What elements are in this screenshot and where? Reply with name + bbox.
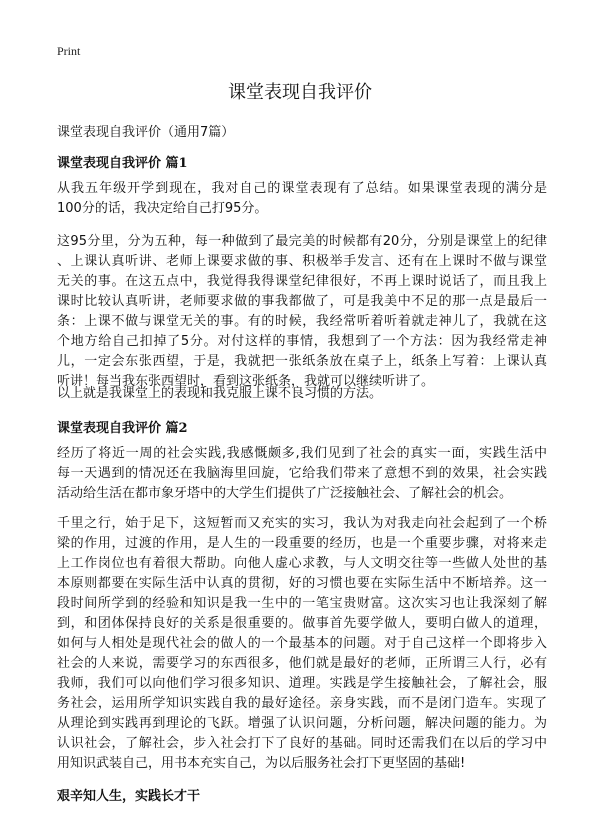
page-title: 课堂表现自我评价 [228, 82, 372, 103]
section-heading-1: 课堂表现自我评价 篇1 [57, 156, 188, 171]
section-heading-2: 课堂表现自我评价 篇2 [57, 421, 188, 436]
paragraph [57, 384, 547, 404]
paragraph [57, 179, 547, 219]
text-line: 这95分里，分为五种，每一种做到了最完美的时候都有20分，分别是课堂上的纪律 [57, 234, 547, 249]
text-line: 以上就是我课堂上的表现和我克服上课不良习惯的方法。 [57, 386, 383, 401]
section-heading-3: 艰辛知人生，实践长才干 [57, 789, 201, 804]
text-line: 千里之行，始于足下，这短暂而又充实的实习，我认为对我走向社会起到了一个桥 [57, 516, 547, 531]
text-line: 无关的事。在这五点中，我觉得我得课堂纪律很好，不再上课时说话了，而且我上 [57, 274, 547, 289]
print-link[interactable]: Print [57, 44, 81, 58]
text-line: 我师，我们可以向他们学习很多知识、道理。实践是学生接触社会，了解社会，服 [57, 676, 547, 691]
text-line: 听讲！每当我东张西望时，看到这张纸条，我就可以继续听讲了。 [57, 374, 435, 389]
text-line: 每一天遇到的情况还在我脑海里回旋，它给我们带来了意想不到的效果，社会实践 [57, 466, 547, 481]
text-line: 段时间所学到的经验和知识是我一生中的一笔宝贵财富。这次实习也让我深刻了解 [57, 596, 547, 611]
text-line: 如何与人相处是现代社会的做人的一个最基本的问题。对于自己这样一个即将步入 [57, 636, 547, 651]
text-line: 社会的人来说，需要学习的东西很多，他们就是最好的老师，正所谓三人行，必有 [57, 656, 547, 671]
text-line: 从我五年级开学到现在，我对自己的课堂表现有了总结。如果课堂表现的满分是 [57, 181, 547, 196]
text-line: 100分的话，我决定给自己打95分。 [57, 201, 268, 216]
text-line: 课时比较认真听讲，老师要求做的事我都做了，可是我美中不足的那一点是最后一 [57, 294, 547, 309]
text-line: 务社会，运用所学知识实践自我的最好途径。亲身实践，而不是闭门造车。实现了 [57, 696, 547, 711]
text-line: 用知识武装自己，用书本充实自己，为以后服务社会打下更坚固的基础! [57, 756, 466, 771]
paragraph [57, 232, 547, 392]
text-line: 个地方给自己扣掉了5分。对付这样的事情，我想到了一个方法：因为我经常走神 [57, 334, 547, 349]
text-line: 活动给生活在都市象牙塔中的大学生们提供了广泛接触社会、了解社会的机会。 [57, 486, 513, 501]
text-line: 从理论到实践再到理论的飞跃。增强了认识问题，分析问题，解决问题的能力。为 [57, 716, 547, 731]
text-line: 到，和团体保持良好的关系是很重要的。做事首先要学做人，要明白做人的道理， [57, 616, 547, 631]
text-line: 梁的作用，过渡的作用，是人生的一段重要的经历，也是一个重要步骤，对将来走 [57, 536, 547, 551]
text-line: 认识社会，了解社会，步入社会打下了良好的基础。同时还需我们在以后的学习中 [57, 736, 547, 751]
paragraph [57, 444, 547, 504]
text-line: 经历了将近一周的社会实践,我感慨颇多,我们见到了社会的真实一面，实践生活中 [57, 446, 547, 461]
paragraph [57, 514, 547, 774]
text-line: 儿，一定会东张西望，于是，我就把一张纸条放在桌子上，纸条上写着：上课认真 [57, 354, 547, 369]
text-line: 条：上课不做与课堂无关的事。有的时候，我经常听着听着就走神儿了，我就在这 [57, 314, 547, 329]
text-line: 上工作岗位也有着很大帮助。向他人虚心求教，与人文明交往等一些做人处世的基 [57, 556, 547, 571]
document-subtitle: 课堂表现自我评价（通用7篇） [57, 125, 235, 140]
text-line: 本原则都要在实际生活中认真的贯彻，好的习惯也要在实际生活中不断培养。这一 [57, 576, 547, 591]
text-line: 、上课认真听讲、老师上课要求做的事、积极举手发言、还有在上课时不做与课堂 [57, 254, 547, 269]
